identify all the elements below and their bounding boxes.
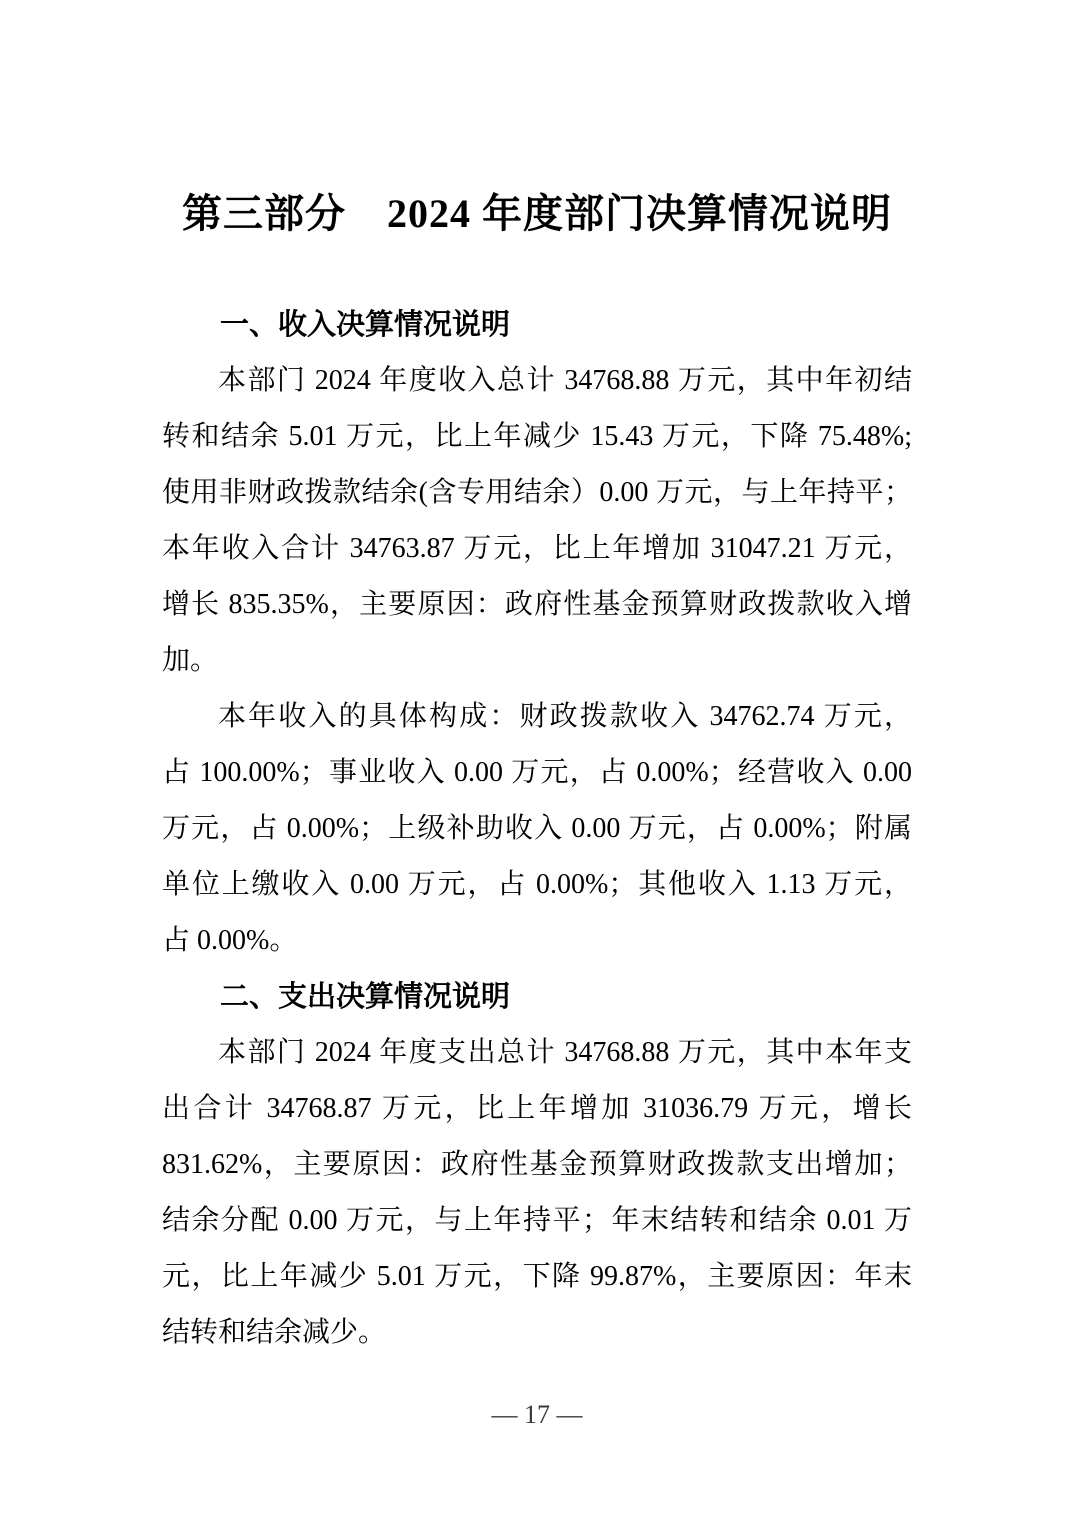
paragraph-line: 占 100.00%；事业收入 0.00 万元，占 0.00%；经营收入 0.00 [162,757,912,788]
paragraph-line: 转和结余 5.01 万元，比上年减少 15.43 万元，下降 75.48%; [162,421,912,452]
paragraph-line: 本年收入的具体构成：财政拨款收入 34762.74 万元， [218,701,912,732]
paragraph [162,353,912,689]
paragraph-line: 本部门 2024 年度支出总计 34768.88 万元，其中本年支 [218,1037,912,1068]
paragraph-line: 本年收入合计 34763.87 万元，比上年增加 31047.21 万元， [162,533,912,564]
paragraph-line: 单位上缴收入 0.00 万元，占 0.00%；其他收入 1.13 万元， [162,869,912,900]
paragraph-line: 万元，占 0.00%；上级补助收入 0.00 万元，占 0.00%；附属 [162,813,912,844]
document-title: 第三部分 2024 年度部门决算情况说明 [182,191,892,236]
paragraph [162,1025,912,1361]
paragraph-line: 增长 835.35%，主要原因：政府性基金预算财政拨款收入增 [162,589,912,620]
section-heading-expenditure: 二、支出决算情况说明 [220,981,511,1013]
paragraph-line: 831.62%，主要原因：政府性基金预算财政拨款支出增加； [162,1149,912,1180]
paragraph [162,689,912,969]
document-body [162,297,912,1361]
paragraph-line: 出合计 34768.87 万元，比上年增加 31036.79 万元，增长 [162,1093,912,1124]
paragraph-line: 结余分配 0.00 万元，与上年持平；年末结转和结余 0.01 万 [162,1205,912,1236]
paragraph-line: 占 0.00%。 [162,925,298,956]
paragraph-line: 元，比上年减少 5.01 万元，下降 99.87%，主要原因：年末 [162,1261,912,1292]
section-heading-income: 一、收入决算情况说明 [220,309,511,341]
paragraph-line: 结转和结余减少。 [162,1317,387,1348]
paragraph-line: 本部门 2024 年度收入总计 34768.88 万元，其中年初结 [218,365,912,396]
page-number: — 17 — [491,1400,583,1429]
paragraph-line: 加。 [162,645,219,676]
paragraph-line: 使用非财政拨款结余(含专用结余）0.00 万元，与上年持平； [162,477,912,508]
